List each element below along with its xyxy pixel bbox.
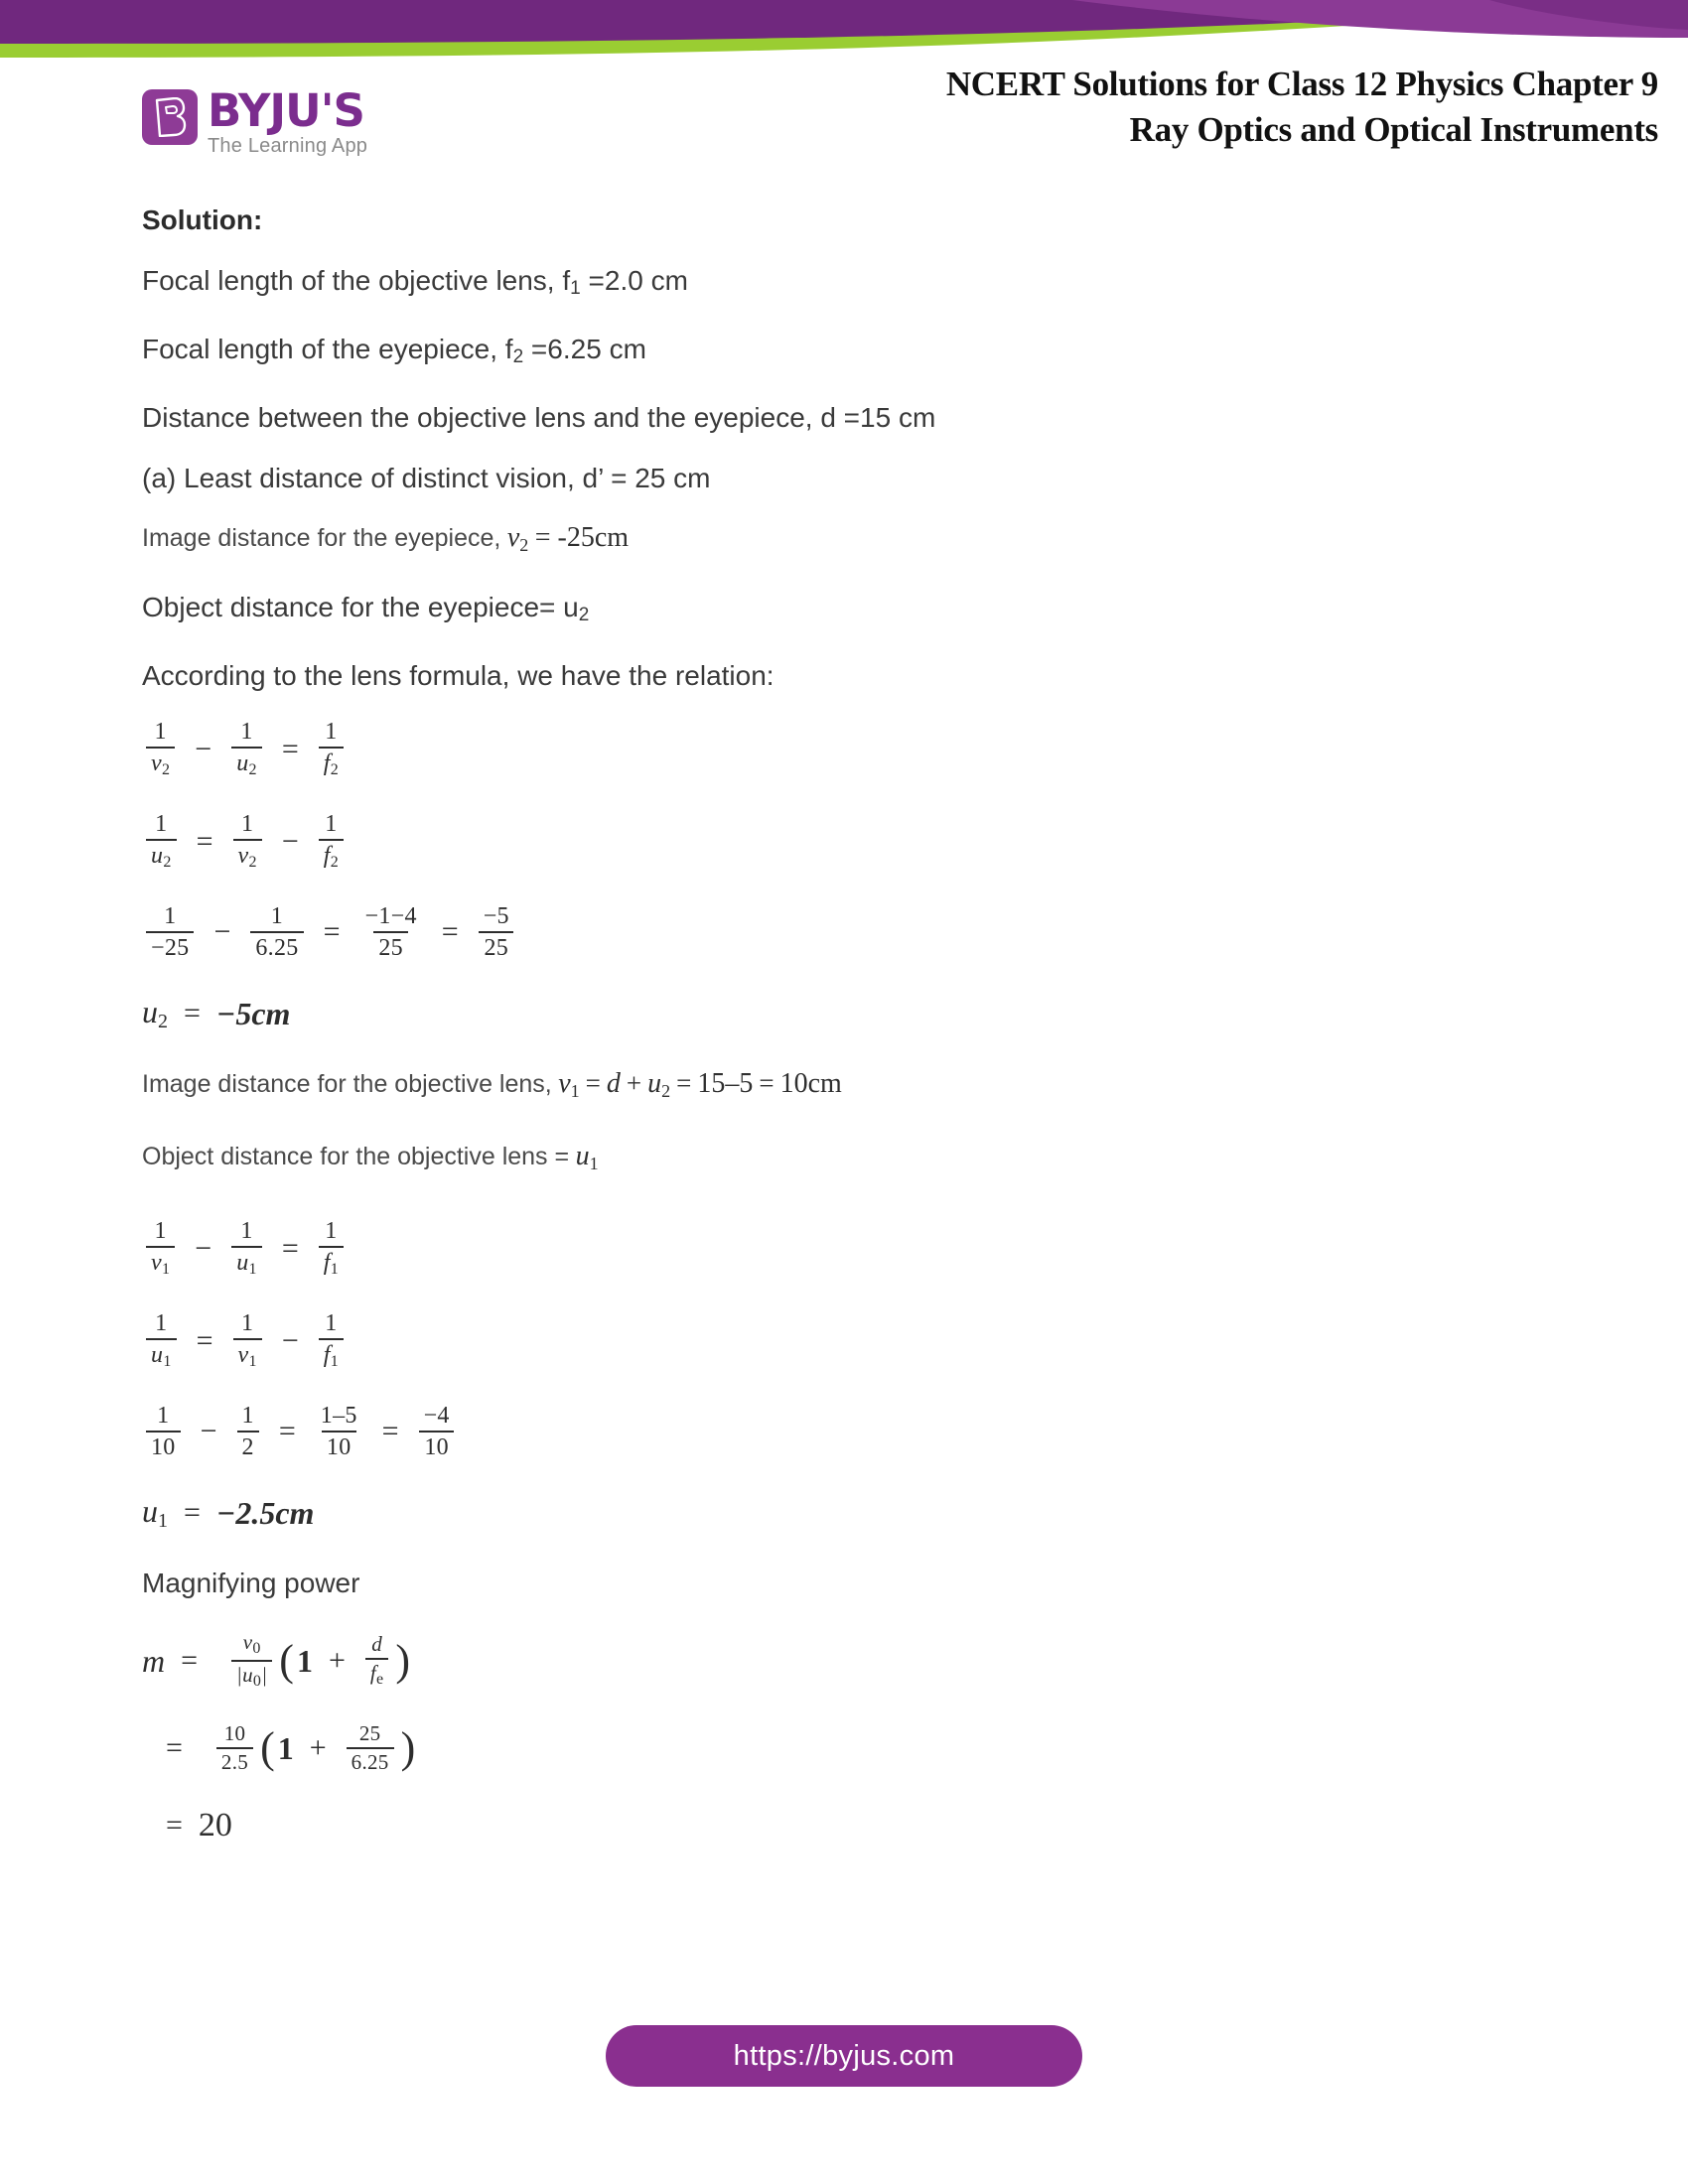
result-u1 xyxy=(142,1493,1562,1533)
eqmv-frac2-den: 6.25 xyxy=(347,1747,394,1773)
img-obj-u2 xyxy=(647,1068,670,1099)
img-obj-u2-sub: 2 xyxy=(661,1081,671,1101)
magnifying-power-label: Magnifying power xyxy=(142,1568,360,1598)
final-answer xyxy=(150,1807,1562,1844)
obj-eye-pre: Object distance for the eyepiece= u xyxy=(142,592,579,622)
eqm-frac2-den-sub: e xyxy=(376,1671,384,1688)
img-eye-lead: Image distance for the eyepiece, xyxy=(142,524,501,552)
result-u2-var xyxy=(142,994,168,1033)
image-distance-eyepiece-line xyxy=(142,522,1562,561)
page-title-line2: Ray Optics and Optical Instruments xyxy=(1129,110,1658,149)
eq1-frac1-den-sub: 2 xyxy=(161,761,171,778)
img-eye-var-letter: v xyxy=(506,522,520,553)
byjus-url-button[interactable] xyxy=(606,2025,1082,2087)
eqmv-plus: + xyxy=(309,1731,327,1764)
eqm-frac-den xyxy=(231,1660,272,1690)
final-value: 20 xyxy=(198,1807,232,1843)
least-distance-line: (a) Least distance of distinct vision, d’ = 25 cm xyxy=(142,463,711,493)
eq5-frac1 xyxy=(146,1311,177,1370)
final-equals: = xyxy=(166,1809,183,1842)
img-eye-rest: = -25cm xyxy=(534,522,630,553)
eq3-frac1-num: 1 xyxy=(164,903,177,929)
eq4-frac3-num: 1 xyxy=(325,1218,338,1244)
eq1-frac3-den xyxy=(319,747,344,778)
eq6-frac1-num: 1 xyxy=(157,1403,170,1429)
img-obj-v1-sub: 1 xyxy=(570,1081,580,1101)
eq5-frac1-den-sub: 1 xyxy=(163,1353,172,1370)
solution-content xyxy=(142,204,1562,1878)
eq5-frac1-den-var: u xyxy=(151,1342,164,1368)
eq3-frac2-num: 1 xyxy=(270,903,284,929)
eqm-plus: + xyxy=(328,1644,346,1677)
object-distance-objective-line xyxy=(142,1141,1562,1179)
eq1-frac1-num: 1 xyxy=(154,719,167,745)
eq3-equals-2: = xyxy=(441,915,459,948)
eqm-frac-num-sub: 0 xyxy=(252,1640,261,1657)
eq3-frac4-den: 25 xyxy=(479,931,513,960)
eq2-frac2 xyxy=(233,812,262,871)
equation-5 xyxy=(142,1311,1562,1370)
eq5-frac3 xyxy=(319,1311,344,1370)
eqm-frac2-den xyxy=(365,1658,389,1688)
page-title xyxy=(566,62,1658,153)
result-u1-var xyxy=(142,1493,168,1533)
document-header xyxy=(0,65,1688,171)
equation-6 xyxy=(142,1404,1562,1459)
result-u2-letter: u xyxy=(142,994,158,1029)
eq3-frac4 xyxy=(479,904,514,960)
eq3-frac1-den: −25 xyxy=(146,931,194,960)
result-u2 xyxy=(142,994,1562,1033)
img-obj-plus: + xyxy=(626,1068,642,1098)
eq1-frac1 xyxy=(146,720,175,778)
eq3-frac3-den: 25 xyxy=(373,931,408,960)
eq3-equals-1: = xyxy=(323,915,341,948)
equation-1 xyxy=(142,720,1562,778)
focal-length-objective-line xyxy=(142,264,1562,306)
eq2-frac3-den-var: f xyxy=(323,843,331,869)
eq4-frac3-den-sub: 1 xyxy=(330,1261,340,1278)
logo-tagline-text: The Learning App xyxy=(208,135,368,157)
eq6-frac4 xyxy=(419,1404,455,1459)
img-obj-v1-letter: v xyxy=(558,1068,571,1099)
f2-post: =6.25 cm xyxy=(523,334,646,364)
eq2-frac2-den-var: v xyxy=(237,843,249,869)
eq5-frac3-den-var: f xyxy=(323,1342,331,1368)
eq4-frac2-num: 1 xyxy=(240,1218,253,1244)
eq6-frac3-num: 1–5 xyxy=(320,1403,357,1429)
eq1-frac2-num: 1 xyxy=(240,719,253,745)
eqm-m: m xyxy=(142,1642,166,1679)
eq4-minus: − xyxy=(195,1231,212,1265)
img-eye-var xyxy=(507,522,528,553)
distance-between-lenses-line: Distance between the objective lens and the eyepiece, d =15 cm xyxy=(142,402,936,433)
eq5-frac1-num: 1 xyxy=(155,1310,168,1336)
img-obj-val2: 10cm xyxy=(779,1068,842,1099)
focal-length-eyepiece-line xyxy=(142,333,1562,374)
eq5-equals: = xyxy=(196,1323,213,1357)
eq1-frac2-den xyxy=(231,747,262,778)
equation-4 xyxy=(142,1219,1562,1278)
eq1-frac3-den-var: f xyxy=(323,751,331,776)
byjus-url-text: https://byjus.com xyxy=(733,2039,955,2072)
eqm-one: 1 xyxy=(296,1642,313,1679)
eq6-frac1-den: 10 xyxy=(146,1431,181,1459)
obj-obj-var-letter: u xyxy=(575,1141,590,1171)
eq5-frac2-num: 1 xyxy=(241,1310,254,1336)
obj-obj-var xyxy=(576,1141,599,1171)
eq4-frac3-den xyxy=(319,1246,344,1278)
eqm-equals: = xyxy=(181,1644,199,1677)
img-obj-eq2: = xyxy=(676,1068,692,1098)
eq2-frac1-den xyxy=(146,839,177,871)
img-obj-eq3: = xyxy=(759,1068,774,1098)
eq5-frac2-den-sub: 1 xyxy=(248,1353,257,1370)
eq4-frac2-den-var: u xyxy=(236,1250,249,1276)
eq3-frac3-num: −1−4 xyxy=(364,903,417,929)
result-u1-sub: 1 xyxy=(158,1510,168,1532)
eq6-frac2-den: 2 xyxy=(237,1431,259,1459)
eqmv-close-paren: ) xyxy=(400,1723,416,1773)
eq4-frac2-den xyxy=(231,1246,262,1278)
eq6-equals-2: = xyxy=(381,1415,399,1447)
eq2-frac2-den xyxy=(233,839,262,871)
eq1-frac3-den-sub: 2 xyxy=(330,761,340,778)
eq2-frac3-den-sub: 2 xyxy=(330,854,340,871)
eqm-frac-vo-uo xyxy=(231,1632,272,1690)
eqmv-frac1 xyxy=(216,1723,253,1773)
eqm-frac-d-fe xyxy=(365,1634,389,1688)
eq5-frac1-den xyxy=(146,1338,177,1370)
img-obj-val1: 15–5 xyxy=(697,1068,754,1099)
page-title-line1: NCERT Solutions for Class 12 Physics Chapter 9 xyxy=(945,65,1658,103)
equation-3 xyxy=(142,904,1562,960)
result-u2-sub: 2 xyxy=(158,1011,168,1032)
eq5-frac3-den xyxy=(319,1338,344,1370)
eqmv-frac1-num: 10 xyxy=(223,1721,246,1745)
eqm-frac2-den-var: f xyxy=(369,1661,377,1685)
eq4-equals: = xyxy=(281,1231,299,1265)
eqm-frac2-num: d xyxy=(371,1632,383,1656)
eq2-frac2-den-sub: 2 xyxy=(248,854,257,871)
magnification-values xyxy=(150,1723,1562,1773)
eq2-frac1-den-sub: 2 xyxy=(163,854,172,871)
eq1-frac1-den xyxy=(146,747,175,778)
eqm-frac-den-close: | xyxy=(261,1663,268,1687)
f1-pre: Focal length of the objective lens, f xyxy=(142,265,571,296)
eq4-frac2-den-sub: 1 xyxy=(248,1261,257,1278)
eq5-minus: − xyxy=(281,1323,299,1357)
object-distance-eyepiece-line xyxy=(142,591,1562,632)
eq2-minus: − xyxy=(281,824,299,858)
eq5-frac2-den-var: v xyxy=(237,1342,249,1368)
eqm-close-paren: ) xyxy=(395,1636,411,1686)
eq3-frac4-num: −5 xyxy=(483,903,509,929)
image-distance-objective-line xyxy=(142,1067,1562,1107)
result-u1-equals: = xyxy=(184,1496,201,1529)
eq4-frac3 xyxy=(319,1219,344,1278)
eq5-frac2-den xyxy=(233,1338,262,1370)
eq5-frac3-num: 1 xyxy=(325,1310,338,1336)
eqmv-frac2 xyxy=(347,1723,394,1773)
eq6-frac4-den: 10 xyxy=(419,1431,454,1459)
eqm-frac-num-var: v xyxy=(242,1630,253,1654)
img-obj-lead: Image distance for the objective lens, xyxy=(142,1070,552,1098)
eq1-frac1-den-var: v xyxy=(151,751,162,776)
eq6-frac3-den: 10 xyxy=(322,1431,356,1459)
eq4-frac3-den-var: f xyxy=(323,1250,331,1276)
eq1-frac3-num: 1 xyxy=(325,719,338,745)
eq3-minus: − xyxy=(213,915,231,948)
obj-obj-lead: Object distance for the objective lens = xyxy=(142,1143,570,1170)
byjus-logo-mark-icon xyxy=(142,89,198,145)
img-obj-u2-letter: u xyxy=(647,1068,662,1099)
img-obj-d: d xyxy=(606,1068,621,1099)
eq2-equals: = xyxy=(196,824,213,858)
result-u1-letter: u xyxy=(142,1493,158,1529)
eq1-frac2-den-sub: 2 xyxy=(248,761,257,778)
eq2-frac3-num: 1 xyxy=(325,811,338,837)
eq3-frac3 xyxy=(359,904,421,960)
eqm-frac-num xyxy=(238,1632,266,1660)
eq6-equals-1: = xyxy=(278,1415,296,1447)
result-u2-equals: = xyxy=(184,997,201,1029)
eq2-frac1-den-var: u xyxy=(151,843,164,869)
img-obj-eq1: = xyxy=(585,1068,601,1098)
eqm-frac-den-sub: 0 xyxy=(252,1673,262,1690)
eqm-open-paren: ( xyxy=(279,1636,294,1686)
eqmv-open-paren: ( xyxy=(260,1723,275,1773)
obj-obj-var-sub: 1 xyxy=(589,1154,599,1173)
eqmv-frac1-den: 2.5 xyxy=(216,1747,253,1773)
eq1-minus: − xyxy=(195,732,212,765)
equation-2 xyxy=(142,812,1562,871)
eq6-frac1 xyxy=(146,1404,181,1459)
eq6-frac2 xyxy=(237,1404,259,1459)
f2-pre: Focal length of the eyepiece, f xyxy=(142,334,513,364)
eq5-frac3-den-sub: 1 xyxy=(330,1353,340,1370)
eq4-frac1-den-sub: 1 xyxy=(161,1261,171,1278)
obj-eye-sub: 2 xyxy=(578,605,590,625)
logo-brand-text: BYJU'S xyxy=(208,84,364,137)
f2-sub: 2 xyxy=(512,346,524,367)
eq1-frac2 xyxy=(231,720,262,778)
eq3-frac2-den: 6.25 xyxy=(250,931,303,960)
solution-label: Solution: xyxy=(142,205,263,235)
eq2-frac1-num: 1 xyxy=(155,811,168,837)
eq2-frac1 xyxy=(146,812,177,871)
img-obj-v1 xyxy=(558,1068,579,1099)
img-eye-var-sub: 2 xyxy=(519,535,529,555)
eqmv-equals: = xyxy=(166,1731,183,1764)
lens-formula-intro-line: According to the lens formula, we have the relation: xyxy=(142,660,774,691)
result-u1-value: −2.5cm xyxy=(215,1494,315,1531)
eqm-frac-den-var: |u xyxy=(236,1663,253,1687)
eqmv-one: 1 xyxy=(277,1729,294,1766)
eq4-frac2 xyxy=(231,1219,262,1278)
eq6-frac3 xyxy=(316,1404,362,1459)
eq5-frac2 xyxy=(233,1311,262,1370)
eq4-frac1-num: 1 xyxy=(154,1218,167,1244)
eq6-minus: − xyxy=(200,1415,217,1447)
eq2-frac3-den xyxy=(319,839,344,871)
byjus-logo xyxy=(142,84,368,158)
f1-post: =2.0 cm xyxy=(580,265,688,296)
f1-sub: 1 xyxy=(570,278,581,299)
eq6-frac4-num: −4 xyxy=(423,1403,450,1429)
eq6-frac2-num: 1 xyxy=(241,1403,254,1429)
result-u2-value: −5cm xyxy=(215,995,291,1031)
eq4-frac1-den xyxy=(146,1246,175,1278)
eq2-frac2-num: 1 xyxy=(241,811,254,837)
magnification-formula xyxy=(142,1632,1562,1690)
eq4-frac1-den-var: v xyxy=(151,1250,162,1276)
eq1-frac3 xyxy=(319,720,344,778)
eqmv-frac2-num: 25 xyxy=(358,1721,381,1745)
eq4-frac1 xyxy=(146,1219,175,1278)
eq1-equals: = xyxy=(281,732,299,765)
eq1-frac2-den-var: u xyxy=(236,751,249,776)
eq2-frac3 xyxy=(319,812,344,871)
eq3-frac2 xyxy=(250,904,303,960)
eq3-frac1 xyxy=(146,904,194,960)
